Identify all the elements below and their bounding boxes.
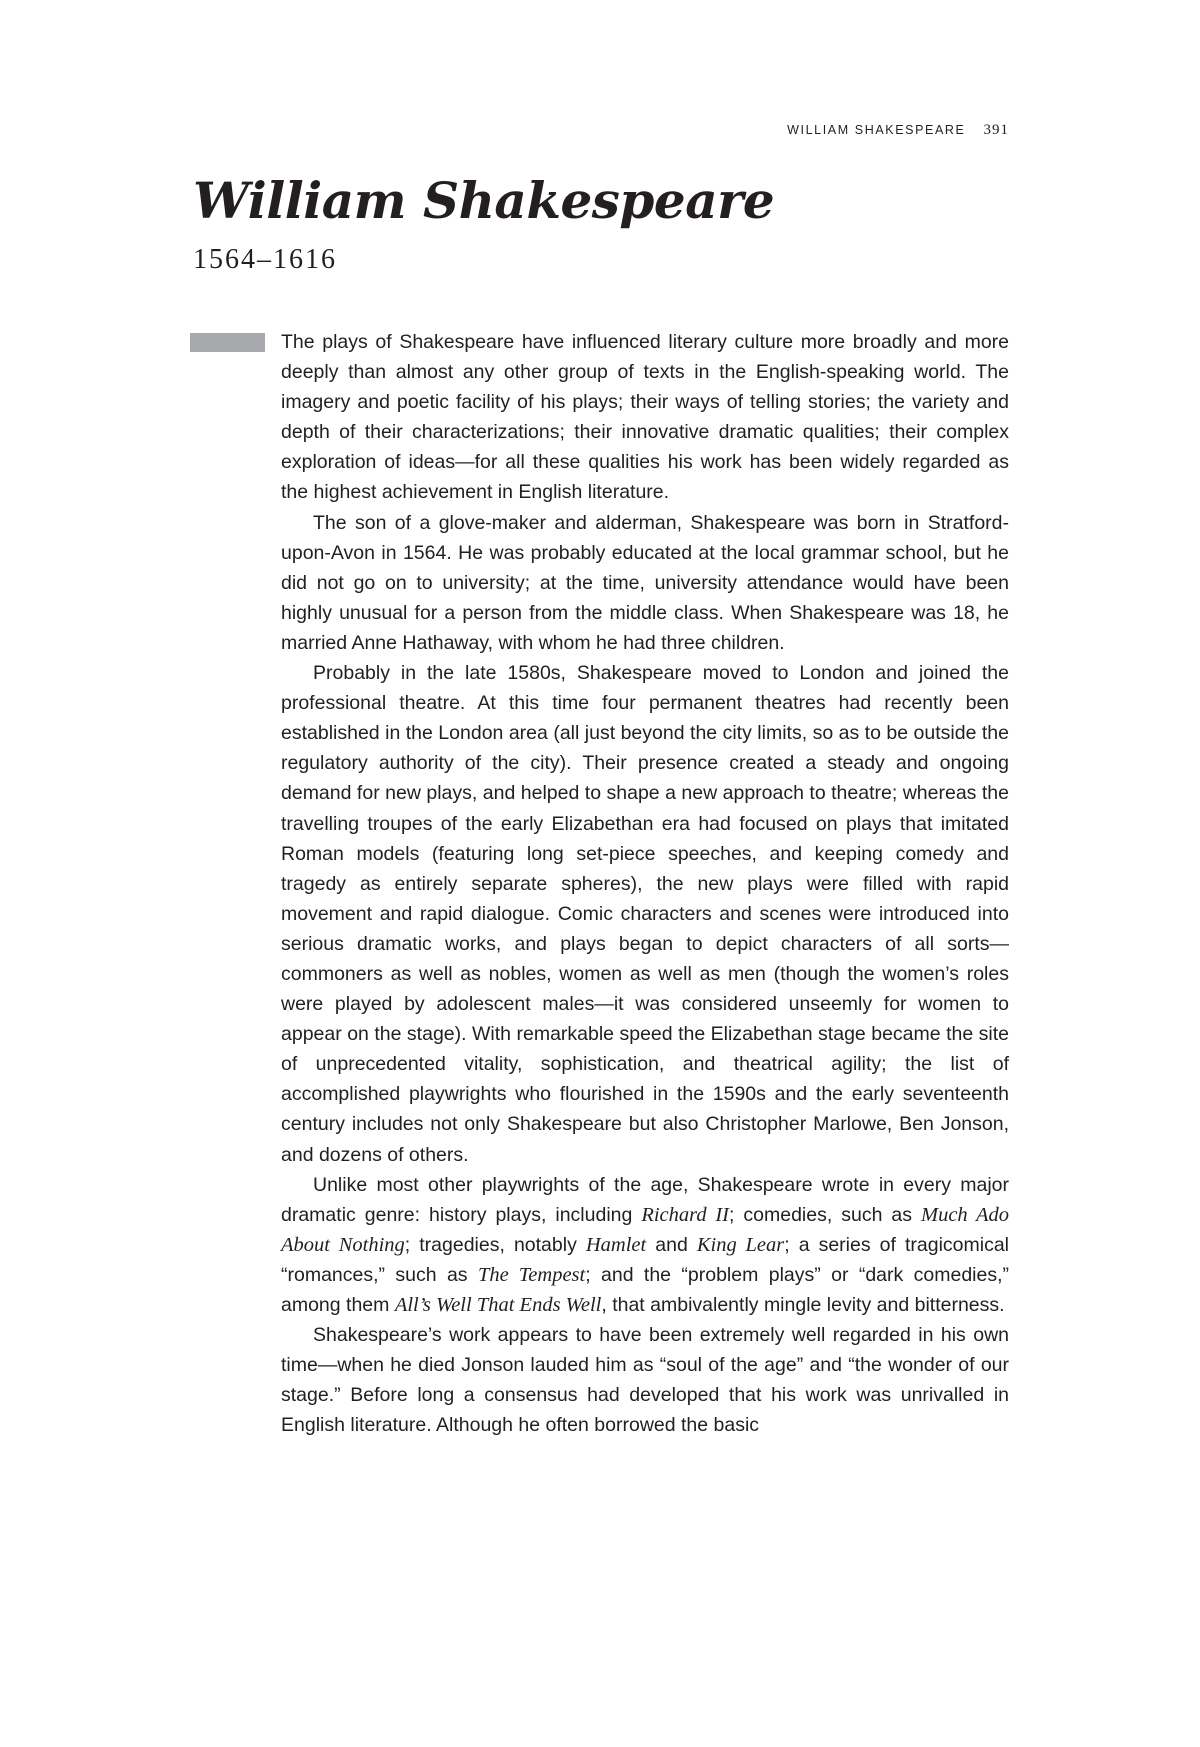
body-text xyxy=(281,327,1009,1440)
text-run: ; and the “problem plays” or “dark comedies,” among them xyxy=(281,1263,1009,1316)
work-title: Hamlet xyxy=(585,1233,647,1256)
body-paragraph xyxy=(281,327,1009,508)
text-run: Probably in the late 1580s, Shakespeare moved to London and joined the professional theatre. At this time four permanent theatres had recently been established in the London area (all just beyond the city limits, so as to be outside the regulatory authority of the city). Their presence created a steady and ongoing demand for new plays, and helped to shape a new approach to theatre; whereas the travelling troupes of the early Elizabethan era had focused on plays that imitated Roman models (featuring long set-piece speeches, and keeping comedy and tragedy as entirely separate spheres), the new plays were filled with rapid movement and rapid dialogue. Comic characters and scenes were introduced into serious dramatic works, and plays began to depict characters of all sorts—commoners as well as nobles, women as well as men (though the women’s roles were played by adolescent males—it was considered unseemly for women to appear on the stage). With remarkable speed the Elizabethan stage became the site of unprecedented vitality, sophistication, and theatrical agility; the list of accomplished playwrights who flourished in the 1590s and the early seventeenth century includes not only Shakespeare but also Christopher Marlowe, Ben Jonson, and dozens of others. xyxy=(281,662,1009,1166)
text-run: Unlike most other playwrights of the age, Shakespeare wrote in every major dramatic genre: history plays, including xyxy=(281,1173,1009,1226)
body-paragraph xyxy=(281,508,1009,658)
text-run: and xyxy=(646,1233,697,1256)
life-dates: 1564–1616 xyxy=(193,244,337,275)
section-marker-bar xyxy=(190,333,265,352)
work-title: Much Ado About Nothing xyxy=(281,1203,1010,1256)
body-paragraph xyxy=(281,658,1009,1170)
text-run: The son of a glove-maker and alderman, Shakespeare was born in Stratford-upon-Avon in 1564. He was probably educated at the local grammar school, but he did not go on to university; at the time, university attendance would have been highly unusual for a person from the middle class. When Shakespeare was 18, he married Anne Hathaway, with whom he had three children. xyxy=(281,511,1009,654)
text-run: ; tragedies, notably xyxy=(404,1233,586,1256)
text-run: , that ambivalently mingle levity and bitterness. xyxy=(601,1294,1005,1316)
work-title: All’s Well That Ends Well xyxy=(394,1294,602,1316)
text-run: ; comedies, such as xyxy=(728,1203,921,1226)
running-head xyxy=(787,122,1009,139)
text-run: The plays of Shakespeare have influenced literary culture more broadly and more deeply than almost any other group of texts in the English-speaking world. The imagery and poetic facility of his plays; their ways of telling stories; the variety and depth of their characterizations; their innovative dramatic qualities; their complex exploration of ideas—for all these qualities his work has been widely regarded as the highest achievement in English literature. xyxy=(281,331,1009,504)
work-title: Richard II xyxy=(641,1203,729,1226)
page-title: William Shakespeare xyxy=(193,171,775,230)
work-title: The Tempest xyxy=(477,1263,586,1286)
body-paragraph xyxy=(281,1320,1009,1440)
text-run: ; a series of tragicomical “romances,” such as xyxy=(281,1233,1009,1286)
body-paragraph xyxy=(281,1170,1009,1320)
running-head-author: WILLIAM SHAKESPEARE xyxy=(787,123,966,137)
work-title: King Lear xyxy=(696,1233,785,1256)
page-number: 391 xyxy=(983,122,1009,138)
text-run: Shakespeare’s work appears to have been extremely well regarded in his own time—when he died Jonson lauded him as “soul of the age” and “the wonder of our stage.” Before long a consensus had developed that his work was unrivalled in English literature. Although he often borrowed the basic xyxy=(281,1324,1009,1437)
